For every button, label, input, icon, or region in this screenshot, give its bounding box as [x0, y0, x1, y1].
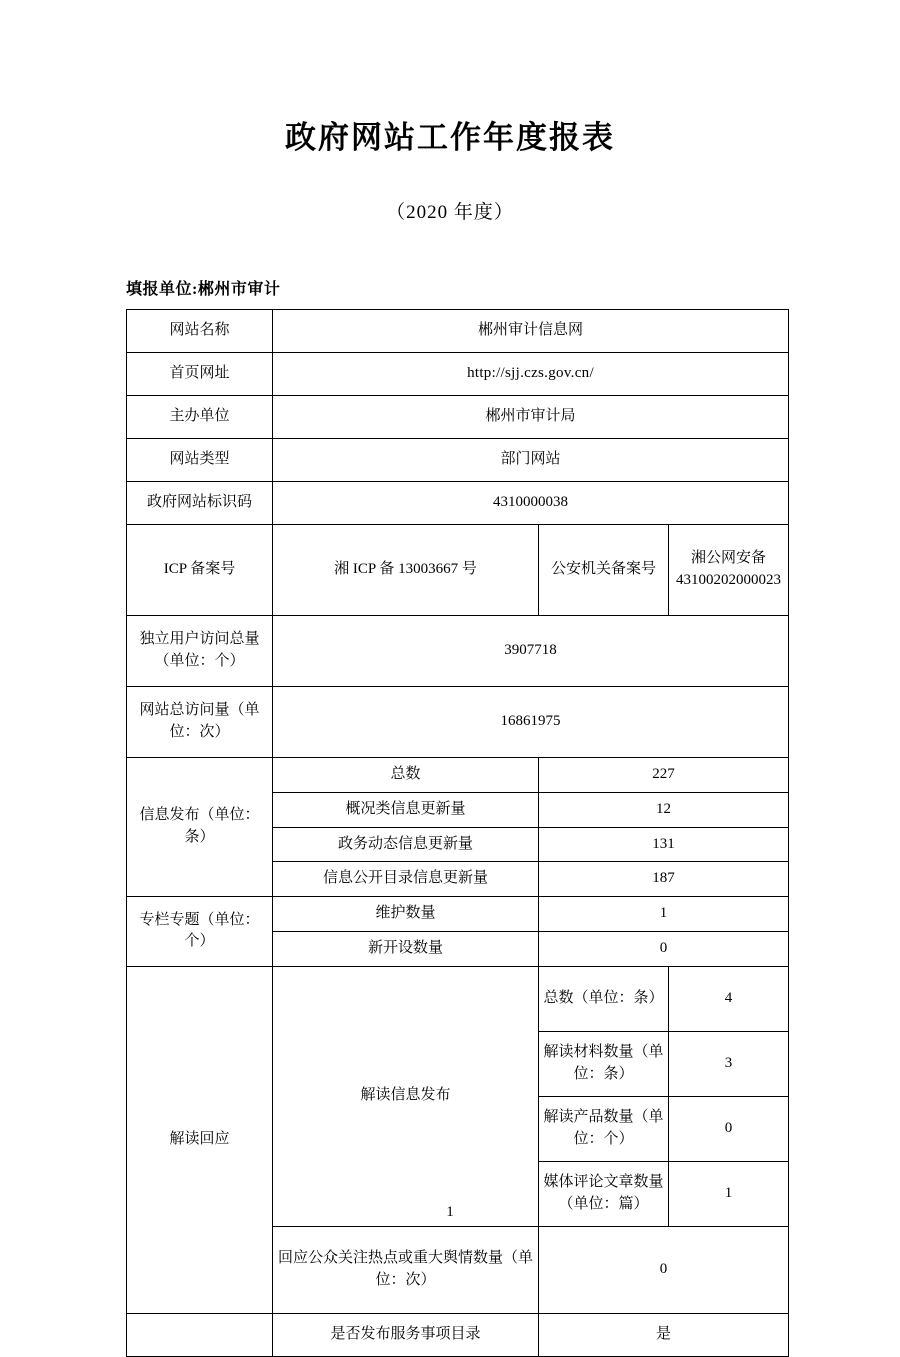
total-visits-value: 16861975: [273, 687, 789, 758]
interpretation-row-value: 0: [669, 1096, 789, 1161]
interpretation-row-value: 3: [669, 1031, 789, 1096]
table-row: [127, 353, 789, 396]
interpretation-row-name: 媒体评论文章数量（单位：篇）: [539, 1161, 669, 1226]
table-row: [127, 1313, 789, 1356]
table-row: [127, 966, 789, 1031]
sponsor-label: 主办单位: [127, 396, 273, 439]
icp-value: 湘 ICP 备 13003667 号: [273, 525, 539, 616]
table-row: [127, 439, 789, 482]
homepage-value: http://sjj.czs.gov.cn/: [273, 353, 789, 396]
table-row: [127, 758, 789, 793]
info-publish-row-value: 227: [539, 758, 789, 793]
unique-visitors-value: 3907718: [273, 616, 789, 687]
page-subtitle: （2020 年度）: [386, 202, 514, 223]
table-row: [127, 687, 789, 758]
interpretation-label: 解读回应: [127, 966, 273, 1313]
interpretation-row-name: 解读产品数量（单位：个）: [539, 1096, 669, 1161]
site-name-value: 郴州审计信息网: [273, 310, 789, 353]
service-catalog-label: 是否发布服务事项目录: [273, 1313, 539, 1356]
special-column-row-name: 新开设数量: [273, 931, 539, 966]
page-number: 1: [446, 1204, 454, 1220]
table-row: [127, 897, 789, 932]
table-row: [127, 525, 789, 616]
site-code-label: 政府网站标识码: [127, 482, 273, 525]
info-publish-row-name: 概况类信息更新量: [273, 792, 539, 827]
hotspot-response-label: 回应公众关注热点或重大舆情数量（单位：次）: [273, 1226, 539, 1313]
sponsor-value: 郴州市审计局: [273, 396, 789, 439]
info-publish-row-name: 总数: [273, 758, 539, 793]
special-column-row-value: 0: [539, 931, 789, 966]
info-publish-row-value: 187: [539, 862, 789, 897]
interpretation-publish-label: 解读信息发布: [273, 966, 539, 1226]
unique-visitors-label: 独立用户访问总量（单位：个）: [127, 616, 273, 687]
service-catalog-value: 是: [539, 1313, 789, 1356]
icp-label: ICP 备案号: [127, 525, 273, 616]
police-record-value: 湘公网安备 43100202000023: [669, 525, 789, 616]
homepage-label: 首页网址: [127, 353, 273, 396]
total-visits-label: 网站总访问量（单位：次）: [127, 687, 273, 758]
table-row: [127, 482, 789, 525]
annual-report-table: [126, 309, 789, 1357]
interpretation-row-value: 1: [669, 1161, 789, 1226]
interpretation-row-name: 解读材料数量（单位：条）: [539, 1031, 669, 1096]
special-column-row-name: 维护数量: [273, 897, 539, 932]
special-column-label: 专栏专题（单位：个）: [127, 897, 273, 967]
info-publish-row-name: 政务动态信息更新量: [273, 827, 539, 862]
interpretation-row-name: 总数（单位：条）: [539, 966, 669, 1031]
info-publish-row-value: 131: [539, 827, 789, 862]
site-type-label: 网站类型: [127, 439, 273, 482]
hotspot-response-value: 0: [539, 1226, 789, 1313]
site-type-value: 部门网站: [273, 439, 789, 482]
report-unit-label: 填报单位:郴州市审计: [126, 281, 281, 298]
site-code-value: 4310000038: [273, 482, 789, 525]
info-publish-row-value: 12: [539, 792, 789, 827]
interpretation-row-value: 4: [669, 966, 789, 1031]
info-publish-label: 信息发布（单位：条）: [127, 758, 273, 897]
info-publish-row-name: 信息公开目录信息更新量: [273, 862, 539, 897]
site-name-label: 网站名称: [127, 310, 273, 353]
page-title: 政府网站工作年度报表: [285, 120, 615, 156]
table-row: [127, 616, 789, 687]
special-column-row-value: 1: [539, 897, 789, 932]
police-record-label: 公安机关备案号: [539, 525, 669, 616]
table-row: [127, 396, 789, 439]
empty-cell: [127, 1313, 273, 1356]
table-row: [127, 310, 789, 353]
